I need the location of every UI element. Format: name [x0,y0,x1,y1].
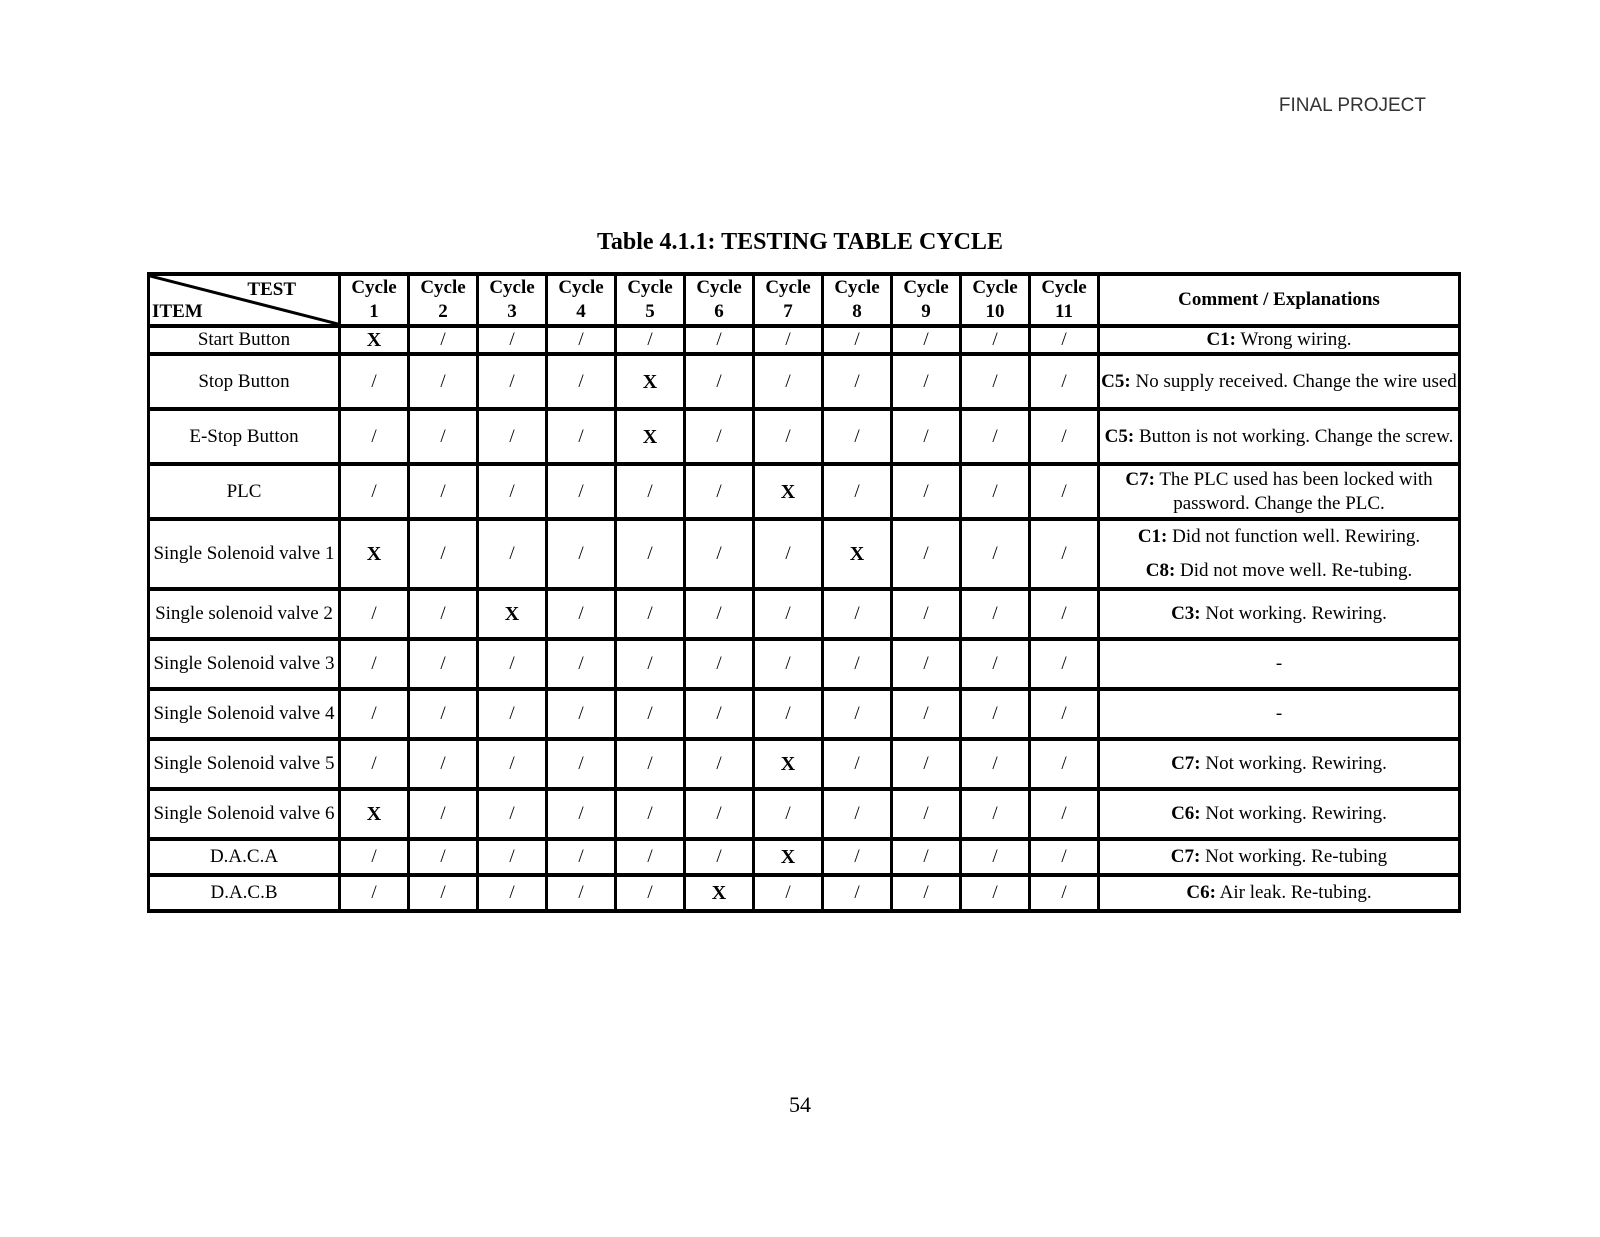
pass-mark-cell: / [340,875,409,911]
comment-text: Button is not working. Change the screw. [1134,425,1454,447]
cycle-header-2 [409,274,478,326]
comment-text: Not working. Rewiring. [1200,603,1387,624]
fail-mark-cell: X [754,739,823,789]
item-name-cell: Single Solenoid valve 6 [149,789,340,839]
pass-mark-cell: / [823,326,892,354]
pass-mark-cell: / [823,409,892,464]
comment-cell [1099,464,1460,519]
cycle-header-word: Cycle [489,277,535,298]
pass-mark-cell: / [616,789,685,839]
table-row [149,589,1460,639]
pass-mark-cell: / [340,839,409,875]
pass-mark-cell: / [478,839,547,875]
comment-text: Wrong wiring. [1236,329,1352,350]
cycle-header-word: Cycle [834,277,880,298]
cycle-header-number: 3 [507,301,517,322]
comment-cell [1099,639,1460,689]
pass-mark-cell: / [823,464,892,519]
cycle-header-9 [892,274,961,326]
cycle-header-word: Cycle [765,277,811,298]
pass-mark-cell: / [892,689,961,739]
comment-cycle-code: C1: [1137,526,1168,547]
pass-mark-cell: / [823,789,892,839]
comment-line [1100,881,1458,905]
pass-mark-cell: / [823,739,892,789]
cycle-header-5 [616,274,685,326]
cycle-header-word: Cycle [903,277,949,298]
fail-mark-cell: X [823,519,892,589]
cycle-header-number: 8 [852,301,862,322]
pass-mark-cell: / [616,839,685,875]
pass-mark-cell: / [409,839,478,875]
table-caption: Table 4.1.1: TESTING TABLE CYCLE [597,229,1003,255]
item-name-cell: Single Solenoid valve 4 [149,689,340,739]
pass-mark-cell: / [616,519,685,589]
pass-mark-cell: / [616,326,685,354]
table-row [149,519,1460,589]
comment-line [1100,802,1458,826]
pass-mark-cell: / [409,409,478,464]
cycle-header-number: 1 [369,301,379,322]
comment-text: - [1275,653,1283,674]
pass-mark-cell: / [409,639,478,689]
cycle-header-number: 4 [576,301,586,322]
pass-mark-cell: / [685,519,754,589]
pass-mark-cell: / [340,464,409,519]
comment-text: - [1275,703,1283,724]
cycle-header-word: Cycle [351,277,397,298]
pass-mark-cell: / [1030,875,1099,911]
pass-mark-cell: / [1030,839,1099,875]
pass-mark-cell: / [823,689,892,739]
comment-cycle-code: C1: [1206,329,1237,350]
cycle-header-6 [685,274,754,326]
cycle-header-10 [961,274,1030,326]
pass-mark-cell: / [547,689,616,739]
pass-mark-cell: / [1030,326,1099,354]
pass-mark-cell: / [340,689,409,739]
pass-mark-cell: / [892,875,961,911]
comment-line [1100,370,1458,394]
table-row [149,789,1460,839]
cycle-header-number: 2 [438,301,448,322]
pass-mark-cell: / [478,639,547,689]
pass-mark-cell: / [547,789,616,839]
pass-mark-cell: / [547,519,616,589]
pass-mark-cell: / [823,639,892,689]
pass-mark-cell: / [478,409,547,464]
comment-line [1100,559,1458,583]
pass-mark-cell: / [547,875,616,911]
pass-mark-cell: / [1030,464,1099,519]
pass-mark-cell: / [409,875,478,911]
item-name-cell: Stop Button [149,354,340,409]
pass-mark-cell: / [685,409,754,464]
comment-cycle-code: C5: [1104,425,1135,447]
table-row [149,354,1460,409]
pass-mark-cell: / [961,689,1030,739]
pass-mark-cell: / [478,875,547,911]
comment-text: Did not function well. Rewiring. [1167,526,1421,547]
pass-mark-cell: / [1030,589,1099,639]
pass-mark-cell: / [340,639,409,689]
pass-mark-cell: / [478,689,547,739]
cycle-header-number: 11 [1055,301,1073,322]
cycle-header-word: Cycle [972,277,1018,298]
cycle-header-8 [823,274,892,326]
pass-mark-cell: / [340,354,409,409]
pass-mark-cell: / [961,519,1030,589]
pass-mark-cell: / [685,326,754,354]
pass-mark-cell: / [547,839,616,875]
pass-mark-cell: / [547,409,616,464]
comment-text: No supply received. Change the wire used [1130,370,1457,392]
comment-header: Comment / Explanations [1099,274,1460,326]
item-name-cell: E-Stop Button [149,409,340,464]
pass-mark-cell: / [409,589,478,639]
pass-mark-cell: / [478,739,547,789]
pass-mark-cell: / [409,789,478,839]
comment-cycle-code: C7: [1170,846,1201,867]
pass-mark-cell: / [1030,639,1099,689]
item-name-cell: Single Solenoid valve 3 [149,639,340,689]
cycle-header-7 [754,274,823,326]
pass-mark-cell: / [892,326,961,354]
table-row [149,875,1460,911]
pass-mark-cell: / [961,789,1030,839]
comment-cell [1099,689,1460,739]
page-header: FINAL PROJECT [1278,95,1426,116]
comment-line [1100,328,1458,352]
comment-cell [1099,839,1460,875]
comment-line [1100,425,1458,449]
pass-mark-cell: / [754,875,823,911]
item-name-cell: Single Solenoid valve 5 [149,739,340,789]
table-row [149,464,1460,519]
pass-mark-cell: / [823,839,892,875]
comment-cycle-code: C7: [1171,753,1201,774]
comment-line [1100,652,1458,676]
pass-mark-cell: / [892,519,961,589]
pass-mark-cell: / [685,639,754,689]
cycle-header-number: 7 [783,301,793,322]
pass-mark-cell: / [547,354,616,409]
pass-mark-cell: / [409,519,478,589]
cycle-header-11 [1030,274,1099,326]
pass-mark-cell: / [892,409,961,464]
item-name-cell: Single solenoid valve 2 [149,589,340,639]
pass-mark-cell: / [1030,739,1099,789]
comment-text: Not working. Rewiring. [1200,803,1387,824]
comment-text: Air leak. Re-tubing. [1215,882,1372,903]
pass-mark-cell: / [1030,689,1099,739]
pass-mark-cell: / [754,409,823,464]
pass-mark-cell: / [823,589,892,639]
pass-mark-cell: / [1030,789,1099,839]
cycle-header-number: 5 [645,301,655,322]
pass-mark-cell: / [961,326,1030,354]
pass-mark-cell: / [478,464,547,519]
pass-mark-cell: / [892,464,961,519]
cycle-header-number: 6 [714,301,724,322]
pass-mark-cell: / [685,789,754,839]
fail-mark-cell: X [340,789,409,839]
fail-mark-cell: X [478,589,547,639]
pass-mark-cell: / [547,589,616,639]
pass-mark-cell: / [961,589,1030,639]
fail-mark-cell: X [340,326,409,354]
comment-cycle-code: C6: [1171,803,1201,824]
corner-header-cell [149,274,340,326]
comment-line [1100,752,1458,776]
page-number: 54 [789,1092,811,1117]
pass-mark-cell: / [409,739,478,789]
pass-mark-cell: / [616,464,685,519]
pass-mark-cell: / [892,839,961,875]
pass-mark-cell: / [754,519,823,589]
comment-cell [1099,875,1460,911]
fail-mark-cell: X [685,875,754,911]
comment-cycle-code: C7: [1125,468,1155,490]
cycle-header-word: Cycle [696,277,742,298]
comment-cycle-code: C3: [1171,603,1201,624]
pass-mark-cell: / [961,354,1030,409]
comment-cycle-code: C6: [1186,882,1216,903]
pass-mark-cell: / [616,739,685,789]
pass-mark-cell: / [547,739,616,789]
table-row [149,689,1460,739]
pass-mark-cell: / [409,689,478,739]
pass-mark-cell: / [685,739,754,789]
pass-mark-cell: / [616,589,685,639]
item-name-cell: D.A.C.B [149,875,340,911]
pass-mark-cell: / [961,639,1030,689]
pass-mark-cell: / [754,354,823,409]
corner-test-label: TEST [247,279,296,300]
pass-mark-cell: / [340,739,409,789]
table-row [149,839,1460,875]
pass-mark-cell: / [754,589,823,639]
pass-mark-cell: / [547,639,616,689]
comment-text: Not working. Rewiring. [1200,753,1387,774]
pass-mark-cell: / [754,689,823,739]
comment-text: Did not move well. Re-tubing. [1175,560,1413,581]
table-row [149,739,1460,789]
cycle-header-number: 9 [921,301,931,322]
comment-line [1100,602,1458,626]
pass-mark-cell: / [823,875,892,911]
pass-mark-cell: / [961,875,1030,911]
pass-mark-cell: / [478,326,547,354]
pass-mark-cell: / [616,689,685,739]
cycle-header-number: 10 [985,301,1005,322]
testing-table [147,272,1461,913]
pass-mark-cell: / [547,326,616,354]
pass-mark-cell: / [1030,519,1099,589]
pass-mark-cell: / [961,839,1030,875]
comment-line [1100,525,1458,549]
pass-mark-cell: / [340,589,409,639]
pass-mark-cell: / [547,464,616,519]
comment-cell [1099,409,1460,464]
fail-mark-cell: X [616,354,685,409]
comment-cell [1099,789,1460,839]
cycle-header-1 [340,274,409,326]
pass-mark-cell: / [685,464,754,519]
cycle-header-4 [547,274,616,326]
comment-cell [1099,589,1460,639]
table-row [149,326,1460,354]
pass-mark-cell: / [754,639,823,689]
comment-line [1100,468,1458,516]
pass-mark-cell: / [1030,409,1099,464]
pass-mark-cell: / [892,639,961,689]
comment-line [1100,702,1458,726]
pass-mark-cell: / [409,464,478,519]
table-row [149,409,1460,464]
pass-mark-cell: / [478,354,547,409]
comment-text: Not working. Re-tubing [1200,846,1388,867]
comment-cell [1099,739,1460,789]
pass-mark-cell: / [685,354,754,409]
pass-mark-cell: / [754,326,823,354]
pass-mark-cell: / [685,689,754,739]
cycle-header-word: Cycle [627,277,673,298]
comment-cell [1099,519,1460,589]
item-name-cell: PLC [149,464,340,519]
cycle-header-3 [478,274,547,326]
comment-cycle-code: C8: [1145,560,1176,581]
cycle-header-word: Cycle [420,277,466,298]
pass-mark-cell: / [616,639,685,689]
comment-text: The PLC used has been locked with password. Change the PLC. [1154,468,1433,514]
pass-mark-cell: / [685,589,754,639]
item-name-cell: D.A.C.A [149,839,340,875]
comment-cell [1099,354,1460,409]
pass-mark-cell: / [892,589,961,639]
comment-line [1100,845,1458,869]
pass-mark-cell: / [961,739,1030,789]
pass-mark-cell: / [892,354,961,409]
pass-mark-cell: / [685,839,754,875]
pass-mark-cell: / [409,326,478,354]
fail-mark-cell: X [754,839,823,875]
pass-mark-cell: / [754,789,823,839]
pass-mark-cell: / [340,409,409,464]
pass-mark-cell: / [961,409,1030,464]
cycle-header-word: Cycle [1041,277,1087,298]
item-name-cell: Start Button [149,326,340,354]
pass-mark-cell: / [892,739,961,789]
fail-mark-cell: X [340,519,409,589]
pass-mark-cell: / [1030,354,1099,409]
table-row [149,639,1460,689]
comment-cell [1099,326,1460,354]
pass-mark-cell: / [616,875,685,911]
pass-mark-cell: / [478,789,547,839]
pass-mark-cell: / [961,464,1030,519]
cycle-header-word: Cycle [558,277,604,298]
fail-mark-cell: X [754,464,823,519]
pass-mark-cell: / [892,789,961,839]
pass-mark-cell: / [478,519,547,589]
corner-item-label: ITEM [152,301,203,322]
fail-mark-cell: X [616,409,685,464]
item-name-cell: Single Solenoid valve 1 [149,519,340,589]
comment-cycle-code: C5: [1101,370,1131,392]
pass-mark-cell: / [823,354,892,409]
pass-mark-cell: / [409,354,478,409]
